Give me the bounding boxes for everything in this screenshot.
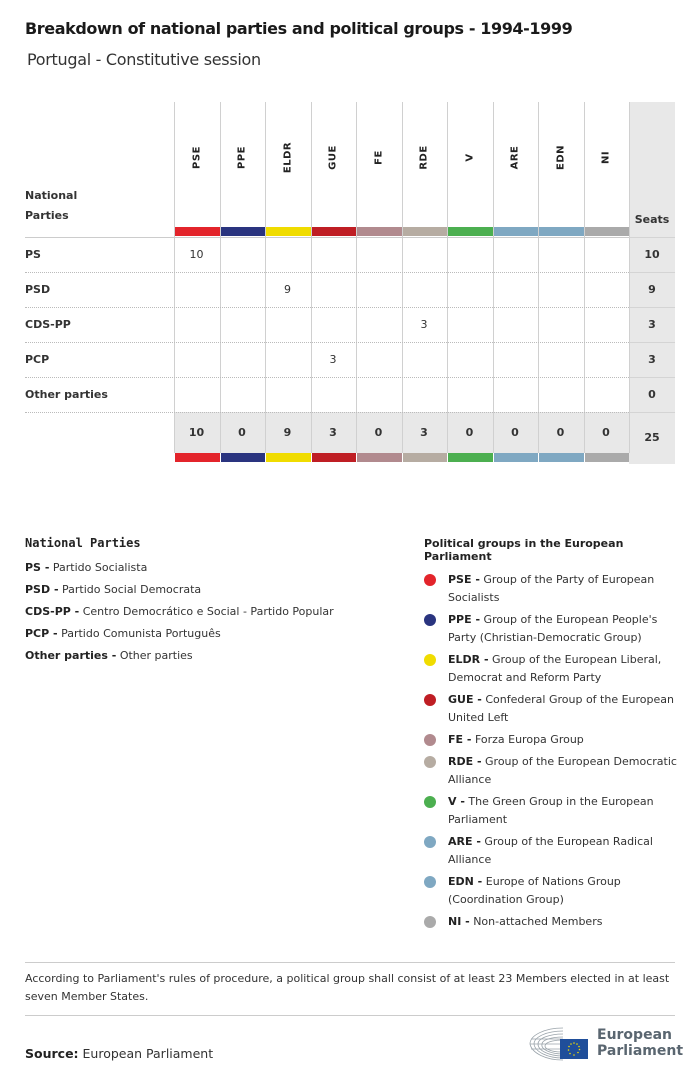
- seats-value: 3: [648, 353, 656, 366]
- color-bar-are: [494, 227, 539, 236]
- seats-value: 3: [648, 318, 656, 331]
- column-divider: [220, 102, 221, 453]
- total-rde: 3: [420, 426, 428, 439]
- group-header-edn: EDN: [555, 145, 567, 171]
- column-divider: [174, 102, 175, 453]
- row-divider: [25, 377, 629, 378]
- parliament-hemicycle-icon: [527, 1024, 593, 1064]
- total-ni: 0: [602, 426, 610, 439]
- divider: [25, 962, 675, 963]
- group-header-rde: RDE: [418, 145, 430, 170]
- group-header-gue: GUE: [327, 145, 339, 170]
- color-bar-v: [448, 227, 493, 236]
- political-group-legend-item: NI - Non-attached Members: [424, 913, 680, 931]
- legend-dot-icon: [424, 574, 436, 586]
- color-bar-gue: [312, 227, 357, 236]
- column-divider: [493, 102, 494, 453]
- legend-dot-icon: [424, 796, 436, 808]
- source-value: European Parliament: [82, 1046, 214, 1061]
- national-parties-legend: [25, 536, 334, 667]
- row-label: PCP: [25, 353, 50, 366]
- row-label: PSD: [25, 283, 51, 296]
- seats-value: 0: [648, 388, 656, 401]
- color-bar-edn: [539, 227, 584, 236]
- seats-table: [25, 102, 675, 464]
- seats-divider: [629, 412, 675, 413]
- row-label: CDS-PP: [25, 318, 71, 331]
- national-parties-legend-title: National Parties: [25, 536, 141, 550]
- source-label: Source:: [25, 1046, 79, 1061]
- column-divider: [538, 102, 539, 453]
- total-are: 0: [511, 426, 519, 439]
- group-header-are: ARE: [509, 145, 521, 170]
- column-divider: [447, 102, 448, 453]
- column-divider: [402, 102, 403, 453]
- political-group-legend-item: EDN - Europe of Nations Group (Coordination Group): [424, 873, 680, 909]
- political-group-legend-item: PPE - Group of the European People's Party (Christian-Democratic Group): [424, 611, 680, 647]
- seats-header: Seats: [634, 213, 670, 226]
- row-divider: [25, 342, 629, 343]
- seats-divider: [629, 272, 675, 273]
- chart-subtitle: Portugal - Constitutive session: [27, 50, 261, 69]
- row-label: Other parties: [25, 388, 108, 401]
- table-cell: 10: [189, 248, 204, 261]
- legend-dot-icon: [424, 614, 436, 626]
- row-divider: [25, 412, 629, 413]
- bottom-color-bar-gue: [312, 453, 357, 462]
- political-group-legend-item: GUE - Confederal Group of the European United Left: [424, 691, 680, 727]
- color-bar-eldr: [266, 227, 311, 236]
- total-ppe: 0: [238, 426, 246, 439]
- national-party-legend-item: Other parties - Other parties: [25, 649, 193, 662]
- political-group-legend-item: ELDR - Group of the European Liberal, Democrat and Reform Party: [424, 651, 680, 687]
- political-group-legend-item: FE - Forza Europa Group: [424, 731, 680, 749]
- bottom-color-bar-are: [494, 453, 539, 462]
- group-header-pse: PSE: [191, 146, 203, 169]
- political-groups-legend-title: Political groups in the European Parliament: [424, 537, 624, 563]
- national-party-legend-item: PS - Partido Socialista: [25, 561, 148, 574]
- divider: [25, 1015, 675, 1016]
- legend-dot-icon: [424, 836, 436, 848]
- total-gue: 3: [329, 426, 337, 439]
- table-cell: 9: [284, 283, 291, 296]
- european-parliament-logo: [527, 1024, 684, 1064]
- bottom-color-bar-fe: [357, 453, 402, 462]
- total-eldr: 9: [283, 426, 292, 439]
- political-group-legend-item: PSE - Group of the Party of European Socialists: [424, 571, 680, 607]
- legend-dot-icon: [424, 734, 436, 746]
- legend-dot-icon: [424, 916, 436, 928]
- footnote: According to Parliament's rules of procedure, a political group shall consist of at least 23 Members elected in at least seven Member States.: [25, 972, 670, 1003]
- group-header-ni: NI: [600, 150, 612, 165]
- national-party-legend-item: PSD - Partido Social Democrata: [25, 583, 202, 596]
- group-header-ppe: PPE: [236, 146, 248, 169]
- seats-value: 10: [644, 248, 660, 261]
- national-party-legend-item: PCP - Partido Comunista Português: [25, 627, 221, 640]
- table-cell: 3: [420, 318, 428, 331]
- political-group-legend-item: V - The Green Group in the European Parliament: [424, 793, 680, 829]
- bottom-color-bar-ni: [585, 453, 630, 462]
- column-divider: [265, 102, 266, 453]
- seats-divider: [629, 377, 675, 378]
- legend-dot-icon: [424, 654, 436, 666]
- source-line: [25, 1046, 213, 1061]
- seats-divider: [629, 237, 675, 238]
- bottom-color-bar-eldr: [266, 453, 311, 462]
- seats-divider: [629, 307, 675, 308]
- national-parties-header: National Parties: [25, 189, 78, 222]
- row-label: PS: [25, 248, 41, 261]
- legend-dot-icon: [424, 756, 436, 768]
- color-bar-ppe: [221, 227, 266, 236]
- national-party-legend-item: CDS-PP - Centro Democrático e Social - Partido Popular: [25, 605, 334, 618]
- group-header-fe: FE: [373, 150, 385, 165]
- row-divider: [25, 307, 629, 308]
- color-bar-fe: [357, 227, 402, 236]
- seats-divider: [629, 342, 675, 343]
- group-header-v: V: [464, 153, 476, 162]
- political-group-legend-item: ARE - Group of the European Radical Alliance: [424, 833, 680, 869]
- bottom-color-bar-pse: [175, 453, 220, 462]
- total-pse: 10: [188, 426, 205, 439]
- color-bar-pse: [175, 227, 220, 236]
- table-cell: 3: [329, 353, 337, 366]
- seats-value: 9: [648, 283, 656, 296]
- column-divider: [584, 102, 585, 453]
- bottom-color-bar-rde: [403, 453, 448, 462]
- color-bar-rde: [403, 227, 448, 236]
- total-v: 0: [465, 426, 474, 439]
- column-divider: [356, 102, 357, 453]
- bottom-color-bar-edn: [539, 453, 584, 462]
- legend-dot-icon: [424, 876, 436, 888]
- legend-dot-icon: [424, 694, 436, 706]
- chart-title: Breakdown of national parties and political groups - 1994-1999: [25, 19, 573, 38]
- bottom-color-bar-ppe: [221, 453, 266, 462]
- row-divider: [25, 272, 629, 273]
- bottom-color-bar-v: [448, 453, 493, 462]
- logo-text: European Parliament: [597, 1027, 684, 1059]
- grand-total: 25: [644, 431, 660, 444]
- group-header-eldr: ELDR: [282, 141, 294, 174]
- column-divider: [311, 102, 312, 453]
- total-edn: 0: [556, 426, 565, 439]
- political-groups-legend: [424, 537, 680, 935]
- color-bar-ni: [585, 227, 630, 236]
- political-group-legend-item: RDE - Group of the European Democratic Alliance: [424, 753, 680, 789]
- total-fe: 0: [374, 426, 383, 439]
- header-divider: [25, 237, 629, 238]
